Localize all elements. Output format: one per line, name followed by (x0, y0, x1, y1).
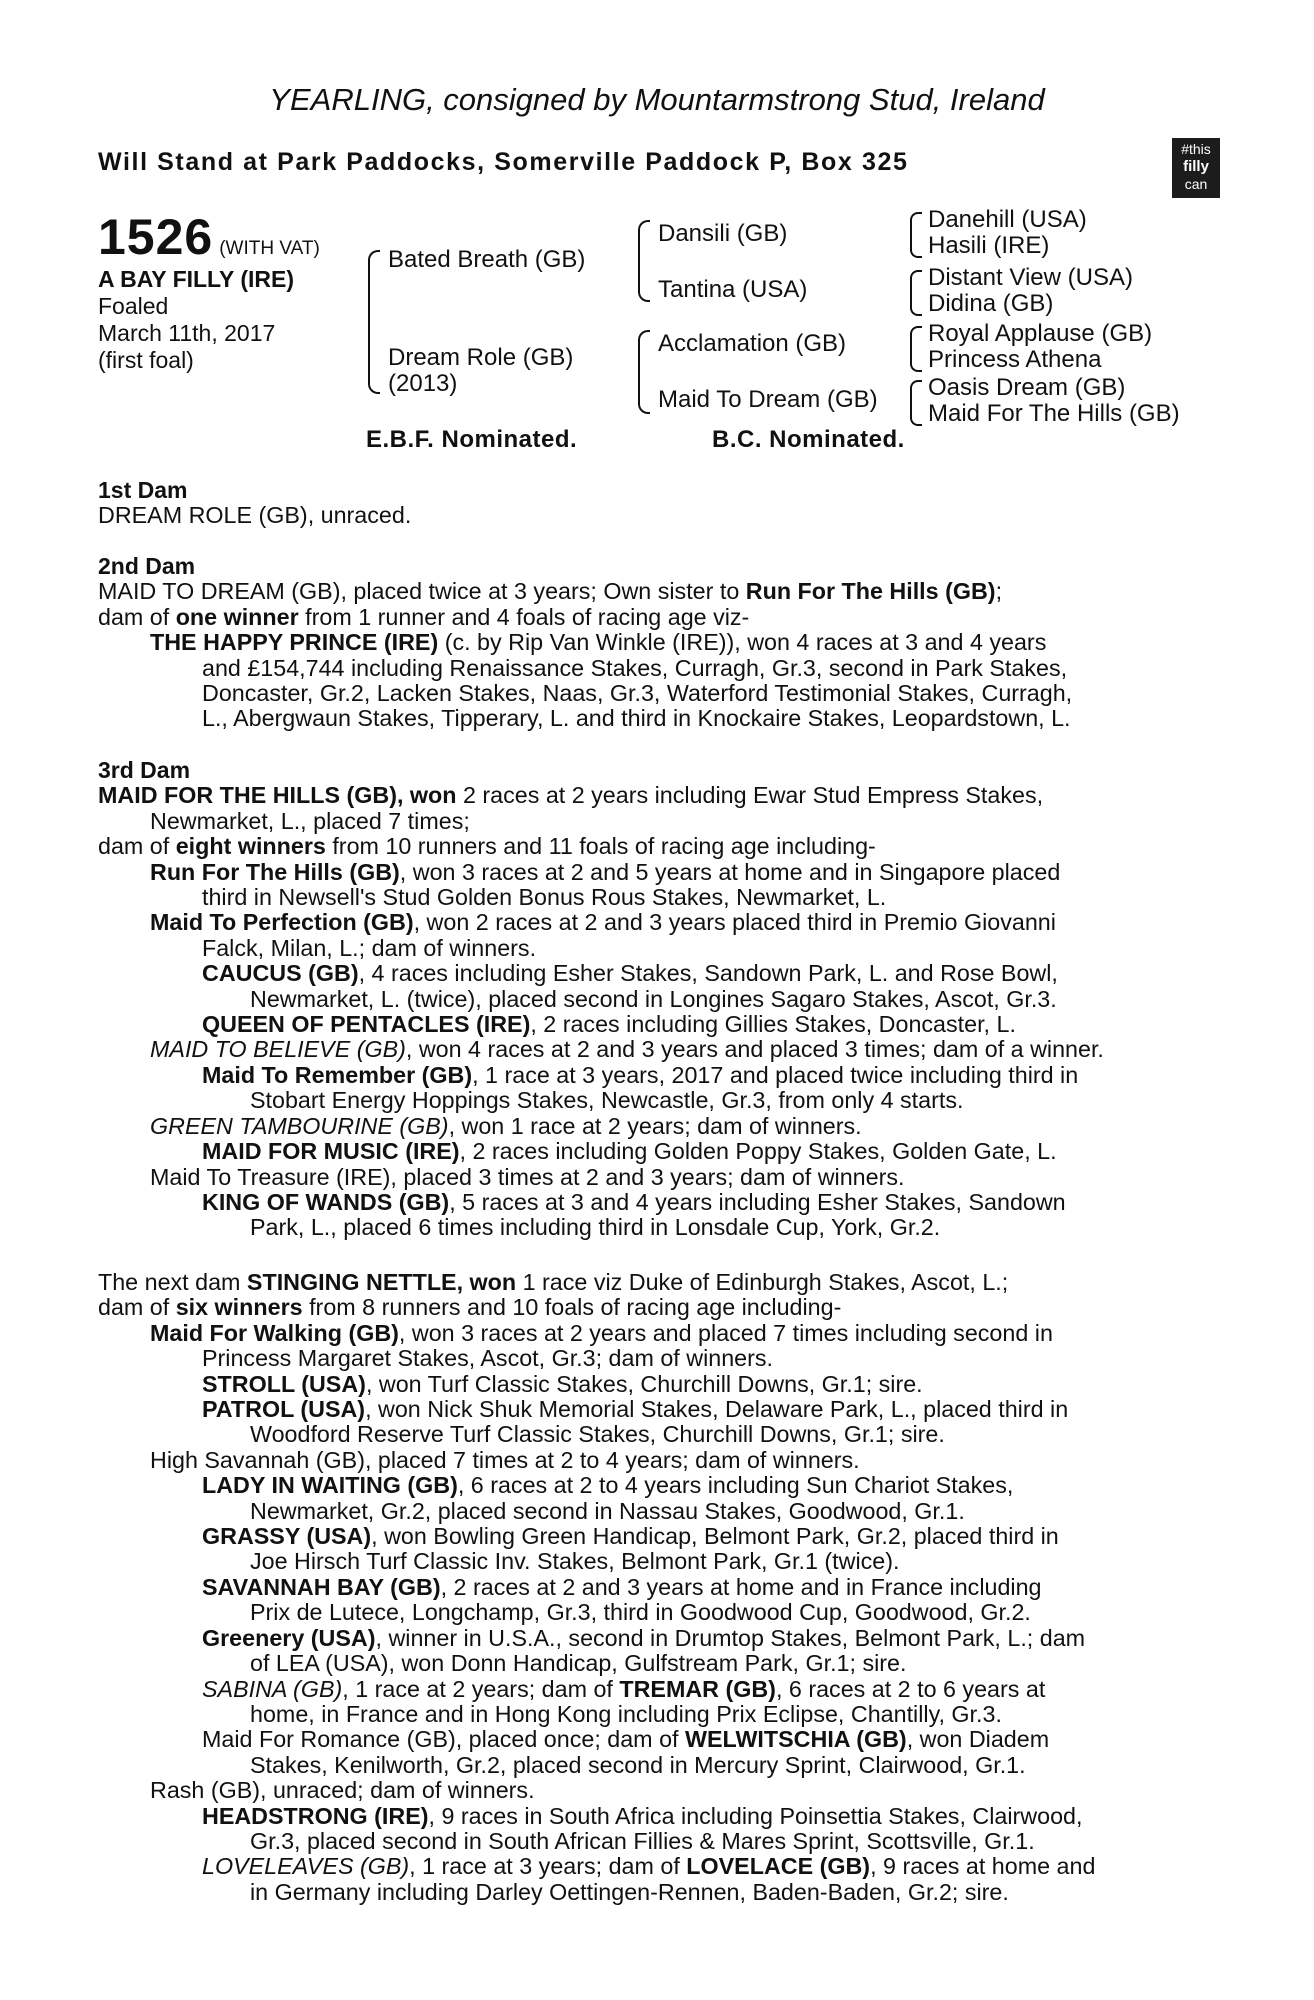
brace-ggd-2 (910, 380, 922, 426)
text-line: Rash (GB), unraced; dam of winners. (150, 1777, 535, 1804)
text-line: Maid To Perfection (GB), won 2 races at 2 and 3 years placed third in Premio Giovanni (150, 909, 1056, 936)
pedigree-ggs-1: Danehill (USA) (928, 206, 1087, 233)
text-line: Run For The Hills (GB), won 3 races at 2 and 5 years at home and in Singapore placed (150, 858, 1061, 885)
pedigree-ggs-3: Distant View (USA) (928, 264, 1133, 291)
text-line: Newmarket, L. (twice), placed second in Longines Sagaro Stakes, Ascot, Gr.3. (250, 985, 1057, 1012)
text-line: Falck, Milan, L.; dam of winners. (202, 934, 537, 961)
lot-number: 1526 (98, 209, 214, 265)
text-line: The next dam STINGING NETTLE, won 1 race viz Duke of Edinburgh Stakes, Ascot, L.; (98, 1269, 1009, 1295)
text-line: Princess Margaret Stakes, Ascot, Gr.3; dam of winners. (202, 1345, 774, 1372)
pedigree-sire-sire: Dansili (GB) (658, 220, 788, 247)
pedigree-dam: Dream Role (GB) (388, 344, 574, 371)
pedigree-ggs-2: Hasili (IRE) (928, 232, 1050, 259)
text-line: Park, L., placed 6 times including third in Lonsdale Cup, York, Gr.2. (250, 1214, 941, 1241)
text-line: Maid To Remember (GB), 1 race at 3 years, 2017 and placed twice including third in (202, 1061, 1079, 1088)
horse-name: A BAY FILLY (IRE) (98, 266, 294, 292)
brace-ggs-1 (910, 212, 922, 258)
pedigree-ggd-3: Oasis Dream (GB) (928, 374, 1126, 401)
text-line: Stobart Energy Hoppings Stakes, Newcastle, Gr.3, from only 4 starts. (250, 1087, 964, 1114)
text-line: MAID FOR MUSIC (IRE), 2 races including Golden Poppy Stakes, Golden Gate, L. (202, 1138, 1057, 1165)
stand-location: Will Stand at Park Paddocks, Somerville Paddock P, Box 325 (98, 148, 909, 176)
text-line: HEADSTRONG (IRE), 9 races in South Africa including Poinsettia Stakes, Clairwood, (202, 1802, 1083, 1829)
text-line: Maid For Walking (GB), won 3 races at 2 years and placed 7 times including second in (150, 1319, 1053, 1346)
this-filly-can-logo: #this filly can (1172, 138, 1220, 198)
lot-number-block (98, 208, 320, 266)
text-line: Greenery (USA), winner in U.S.A., second in Drumtop Stakes, Belmont Park, L.; dam (202, 1624, 1086, 1651)
text-line: Newmarket, Gr.2, placed second in Nassau Stakes, Goodwood, Gr.1. (250, 1497, 965, 1524)
text-line: STROLL (USA), won Turf Classic Stakes, Churchill Downs, Gr.1; sire. (202, 1370, 923, 1397)
text-line: Joe Hirsch Turf Classic Inv. Stakes, Belmont Park, Gr.1 (twice). (250, 1548, 900, 1575)
bc-nominated: B.C. Nominated. (712, 426, 905, 453)
text-line: MAID FOR THE HILLS (GB), won 2 races at 2 years including Ewar Stud Empress Stakes, (98, 782, 1044, 809)
text-line: CAUCUS (GB), 4 races including Esher Stakes, Sandown Park, L. and Rose Bowl, (202, 960, 1058, 987)
second-dam-section (98, 554, 1210, 732)
text-line: in Germany including Darley Oettingen-Rennen, Baden-Baden, Gr.2; sire. (250, 1878, 1009, 1905)
pedigree-ggd-1: Royal Applause (GB) (928, 320, 1153, 347)
text-line: Maid For Romance (GB), placed once; dam of WELWITSCHIA (GB), won Diadem (202, 1726, 1050, 1753)
text-line: Maid To Treasure (IRE), placed 3 times at 2 and 3 years; dam of winners. (150, 1163, 905, 1190)
text-line: GREEN TAMBOURINE (GB), won 1 race at 2 years; dam of winners. (150, 1112, 862, 1139)
text-line: SABINA (GB), 1 race at 2 years; dam of TREMAR (GB), 6 races at 2 to 6 years at (202, 1675, 1046, 1702)
text-line: High Savannah (GB), placed 7 times at 2 to 4 years; dam of winners. (150, 1446, 860, 1473)
text-line: QUEEN OF PENTACLES (IRE), 2 races including Gillies Stakes, Doncaster, L. (202, 1011, 1016, 1038)
second-dam-line: dam of one winner from 1 runner and 4 foals of racing age viz- (98, 603, 750, 630)
progeny-line: and £154,744 including Renaissance Stakes, Curragh, Gr.3, second in Park Stakes, (202, 654, 1068, 681)
text-line: LOVELEAVES (GB), 1 race at 3 years; dam of LOVELACE (GB), 9 races at home and (202, 1853, 1096, 1880)
first-dam-section (98, 478, 1210, 529)
brace-sire-dam (368, 250, 380, 394)
pedigree-sire: Bated Breath (GB) (388, 246, 586, 273)
lot-details (98, 266, 294, 374)
first-dam-heading: 1st Dam (98, 477, 188, 503)
text-line: LADY IN WAITING (GB), 6 races at 2 to 4 years including Sun Chariot Stakes, (202, 1472, 1014, 1499)
text-line: Newmarket, L., placed 7 times; (150, 807, 470, 834)
foaled-date: March 11th, 2017 (98, 320, 276, 346)
text-line: Stakes, Kenilworth, Gr.2, placed second in Mercury Sprint, Clairwood, Gr.1. (250, 1751, 1026, 1778)
third-dam-heading: 3rd Dam (98, 757, 191, 783)
progeny-line: L., Abergwaun Stakes, Tipperary, L. and third in Knockaire Stakes, Leopardstown, L. (202, 705, 1071, 732)
text-line: dam of six winners from 8 runners and 10 foals of racing age including- (98, 1294, 842, 1321)
text-line: Gr.3, placed second in South African Fillies & Mares Sprint, Scottsville, Gr.1. (250, 1827, 1035, 1854)
text-line: home, in France and in Hong Kong including Prix Eclipse, Chantilly, Gr.3. (250, 1700, 1002, 1727)
foal-note: (first foal) (98, 347, 194, 373)
text-line: MAID TO BELIEVE (GB), won 4 races at 2 and 3 years and placed 3 times; dam of a winner. (150, 1036, 1104, 1063)
text-line: of LEA (USA), won Donn Handicap, Gulfstream Park, Gr.1; sire. (250, 1650, 907, 1677)
progeny-line: Doncaster, Gr.2, Lacken Stakes, Naas, Gr.3, Waterford Testimonial Stakes, Curragh, (202, 680, 1073, 707)
pedigree-ggd-2: Princess Athena (928, 346, 1102, 373)
pedigree-ggs-4: Didina (GB) (928, 290, 1054, 317)
vat-note: (WITH VAT) (219, 238, 320, 259)
second-dam-line: MAID TO DREAM (GB), placed twice at 3 years; Own sister to Run For The Hills (GB); (98, 578, 1003, 605)
first-dam-text: DREAM ROLE (GB), unraced. (98, 502, 412, 529)
second-dam-heading: 2nd Dam (98, 553, 196, 579)
text-line: third in Newsell's Stud Golden Bonus Rous Stakes, Newmarket, L. (202, 884, 887, 911)
next-dam-section (98, 1270, 1210, 1905)
foaled-label: Foaled (98, 293, 169, 319)
brace-ggd-1 (910, 326, 922, 372)
text-line: PATROL (USA), won Nick Shuk Memorial Stakes, Delaware Park, L., placed third in (202, 1396, 1069, 1423)
ebf-nominated: E.B.F. Nominated. (366, 426, 578, 453)
text-line: dam of eight winners from 10 runners and 11 foals of racing age including- (98, 833, 876, 860)
text-line: Woodford Reserve Turf Classic Stakes, Churchill Downs, Gr.1; sire. (250, 1421, 945, 1448)
third-dam-section (98, 758, 1210, 1241)
brace-ggs-2 (910, 270, 922, 316)
brace-sire-parents (638, 220, 650, 302)
text-line: SAVANNAH BAY (GB), 2 races at 2 and 3 years at home and in France including (202, 1573, 1042, 1600)
pedigree-dam-sire: Acclamation (GB) (658, 330, 847, 357)
text-line: KING OF WANDS (GB), 5 races at 3 and 4 years including Esher Stakes, Sandown (202, 1188, 1066, 1215)
brace-dam-parents (638, 330, 650, 414)
page-title: YEARLING, consigned by Mountarmstrong Stud, Ireland (269, 82, 1045, 117)
pedigree-ggd-4: Maid For The Hills (GB) (928, 400, 1180, 427)
progeny-line: THE HAPPY PRINCE (IRE) (c. by Rip Van Winkle (IRE)), won 4 races at 3 and 4 years (150, 629, 1047, 656)
text-line: Prix de Lutece, Longchamp, Gr.3, third in Goodwood Cup, Goodwood, Gr.2. (250, 1599, 1031, 1626)
pedigree-dam-year: (2013) (388, 370, 458, 397)
pedigree-dam-dam: Maid To Dream (GB) (658, 386, 878, 413)
pedigree-sire-dam: Tantina (USA) (658, 276, 808, 303)
text-line: GRASSY (USA), won Bowling Green Handicap, Belmont Park, Gr.2, placed third in (202, 1523, 1059, 1550)
